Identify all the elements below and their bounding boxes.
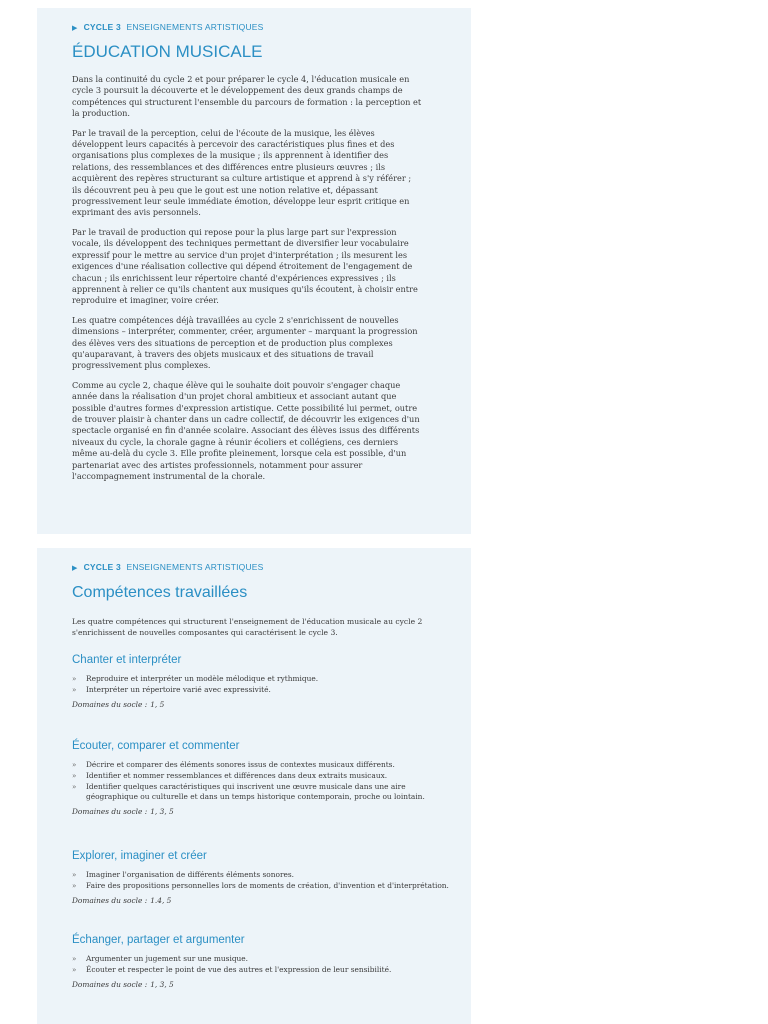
domaines-du-socle [72,700,452,709]
list-item: » Identifier et nommer ressemblances et différences dans deux extraits musicaux. [72,771,452,782]
paragraph: Dans la continuité du cycle 2 et pour préparer le cycle 4, l'éducation musicale en cycle 3 poursuit la découverte et le développement des deux grands champs de compétences qui structurent l'ensemble du parcours de formation : la perception et la production. [72,74,422,119]
domaines-label: Domaines du socle : [72,979,148,989]
page-title: ÉDUCATION MUSICALE [72,42,263,61]
header-cycle: CYCLE 3 [83,22,121,32]
list-item: » Identifier quelques caractéristiques qui inscrivent une œuvre musicale dans une aire géographique ou culturelle et dans un temps historique contemporain, proche ou lointain. [72,782,452,804]
body-text [72,74,422,490]
paragraph: Par le travail de la perception, celui de l'écoute de la musique, les élèves développent leurs capacités à percevoir des caractéristiques plus fines et des organisations plus complexes de la musique ; ils apprennent à identifier des relations, des ressemblances et des différences entre plusieurs œuvres ; ils acquièrent des repères structurant sa culture artistique et apprend à s'y référer ; ils découvrent peu à peu que le gout est une notion relative et, dépassant progressivement leur seule immédiate émotion, développe leur esprit critique en exprimant des avis personnels. [72,127,412,218]
domaines-label: Domaines du socle : [72,699,148,709]
triangle-icon: ▶ [72,25,78,32]
competence-title: Écouter, comparer et commenter [72,740,240,752]
competence-explorer [72,850,452,905]
paragraph: Par le travail de production qui repose pour la plus large part sur l'expression vocale, ils développent des techniques permettant de diversifier leur vocabulaire expressif pour le mettre au service d'un projet d'interprétation ; ils mesurent les exigences d'une réalisation collective qui dépend étroitement de l'engagement de chacun ; ils enrichissent leur répertoire chanté d'expériences expressives ; ils apprennent à relier ce qu'ils chantent aux musiques qu'ils écoutent, à choisir entre reproduire et imaginer, voire créer. [72,226,418,306]
domaines-label: Domaines du socle : [72,895,148,905]
competence-echanger [72,934,452,989]
competence-title: Chanter et interpréter [72,654,182,666]
page-education-musicale [37,8,471,534]
list-item: » Imaginer l'organisation de différents éléments sonores. [72,870,452,881]
paragraph: Les quatre compétences déjà travaillées au cycle 2 s'enrichissent de nouvelles dimensions – interpréter, commenter, créer, argumenter – marquant la progression des élèves vers des situations de perception et de production plus complexes qu'auparavant, à travers des objets musicaux et des situations de travail progressivement plus complexes. [72,314,418,371]
competence-chanter [72,654,452,709]
header-cycle: CYCLE 3 [83,562,121,572]
competence-list [72,954,452,976]
list-item: » Reproduire et interpréter un modèle mélodique et rythmique. [72,674,452,685]
list-item: » Faire des propositions personnelles lors de moments de création, d'invention et d'interprétation. [72,881,452,892]
competence-ecouter [72,740,452,816]
domaines-du-socle [72,896,452,905]
domaines-values: 1.4, 5 [150,895,172,905]
domaines-label: Domaines du socle : [72,807,148,817]
header-subject: ENSEIGNEMENTS ARTISTIQUES [126,562,264,572]
domaines-values: 1, 3, 5 [150,979,174,989]
domaines-du-socle [72,980,452,989]
list-item: » Argumenter un jugement sur une musique. [72,954,452,965]
running-header [72,562,264,572]
competence-list [72,674,452,696]
triangle-icon: ▶ [72,565,78,572]
header-subject: ENSEIGNEMENTS ARTISTIQUES [126,22,264,32]
list-item: » Interpréter un répertoire varié avec expressivité. [72,685,452,696]
intro-text: Les quatre compétences qui structurent l'enseignement de l'éducation musicale au cycle 2 s'enrichissent de nouvelles composantes qui caractérisent le cycle 3. [72,617,423,637]
section-title: Compétences travaillées [72,584,248,601]
competence-list [72,870,452,892]
competence-title: Échanger, partager et argumenter [72,934,245,946]
paragraph: Comme au cycle 2, chaque élève qui le souhaite doit pouvoir s'engager chaque année dans la réalisation d'un projet choral ambitieux et associant autant que possible d'autres formes d'expression artistique. Cette possibilité lui permet, outre de trouver plaisir à chanter dans un cadre collectif, de découvrir les exigences d'un spectacle organisé en fin d'année scolaire. Associant des élèves issus des différents niveaux du cycle, la chorale gagne à réunir écoliers et collégiens, ces derniers même au-delà du cycle 3. Elle profite pleinement, lorsque cela est possible, d'un partenariat avec des artistes professionnels, notamment pour assurer l'accompagnement instrumental de la chorale. [72,379,420,481]
domaines-values: 1, 3, 5 [150,807,174,817]
competence-title: Explorer, imaginer et créer [72,850,207,862]
domaines-du-socle [72,807,452,816]
domaines-values: 1, 5 [150,699,165,709]
running-header [72,22,264,32]
competence-list [72,760,452,803]
list-item: » Décrire et comparer des éléments sonores issus de contextes musicaux différents. [72,760,452,771]
list-item: » Écouter et respecter le point de vue des autres et l'expression de leur sensibilité. [72,965,452,976]
page-competences [37,548,471,1024]
